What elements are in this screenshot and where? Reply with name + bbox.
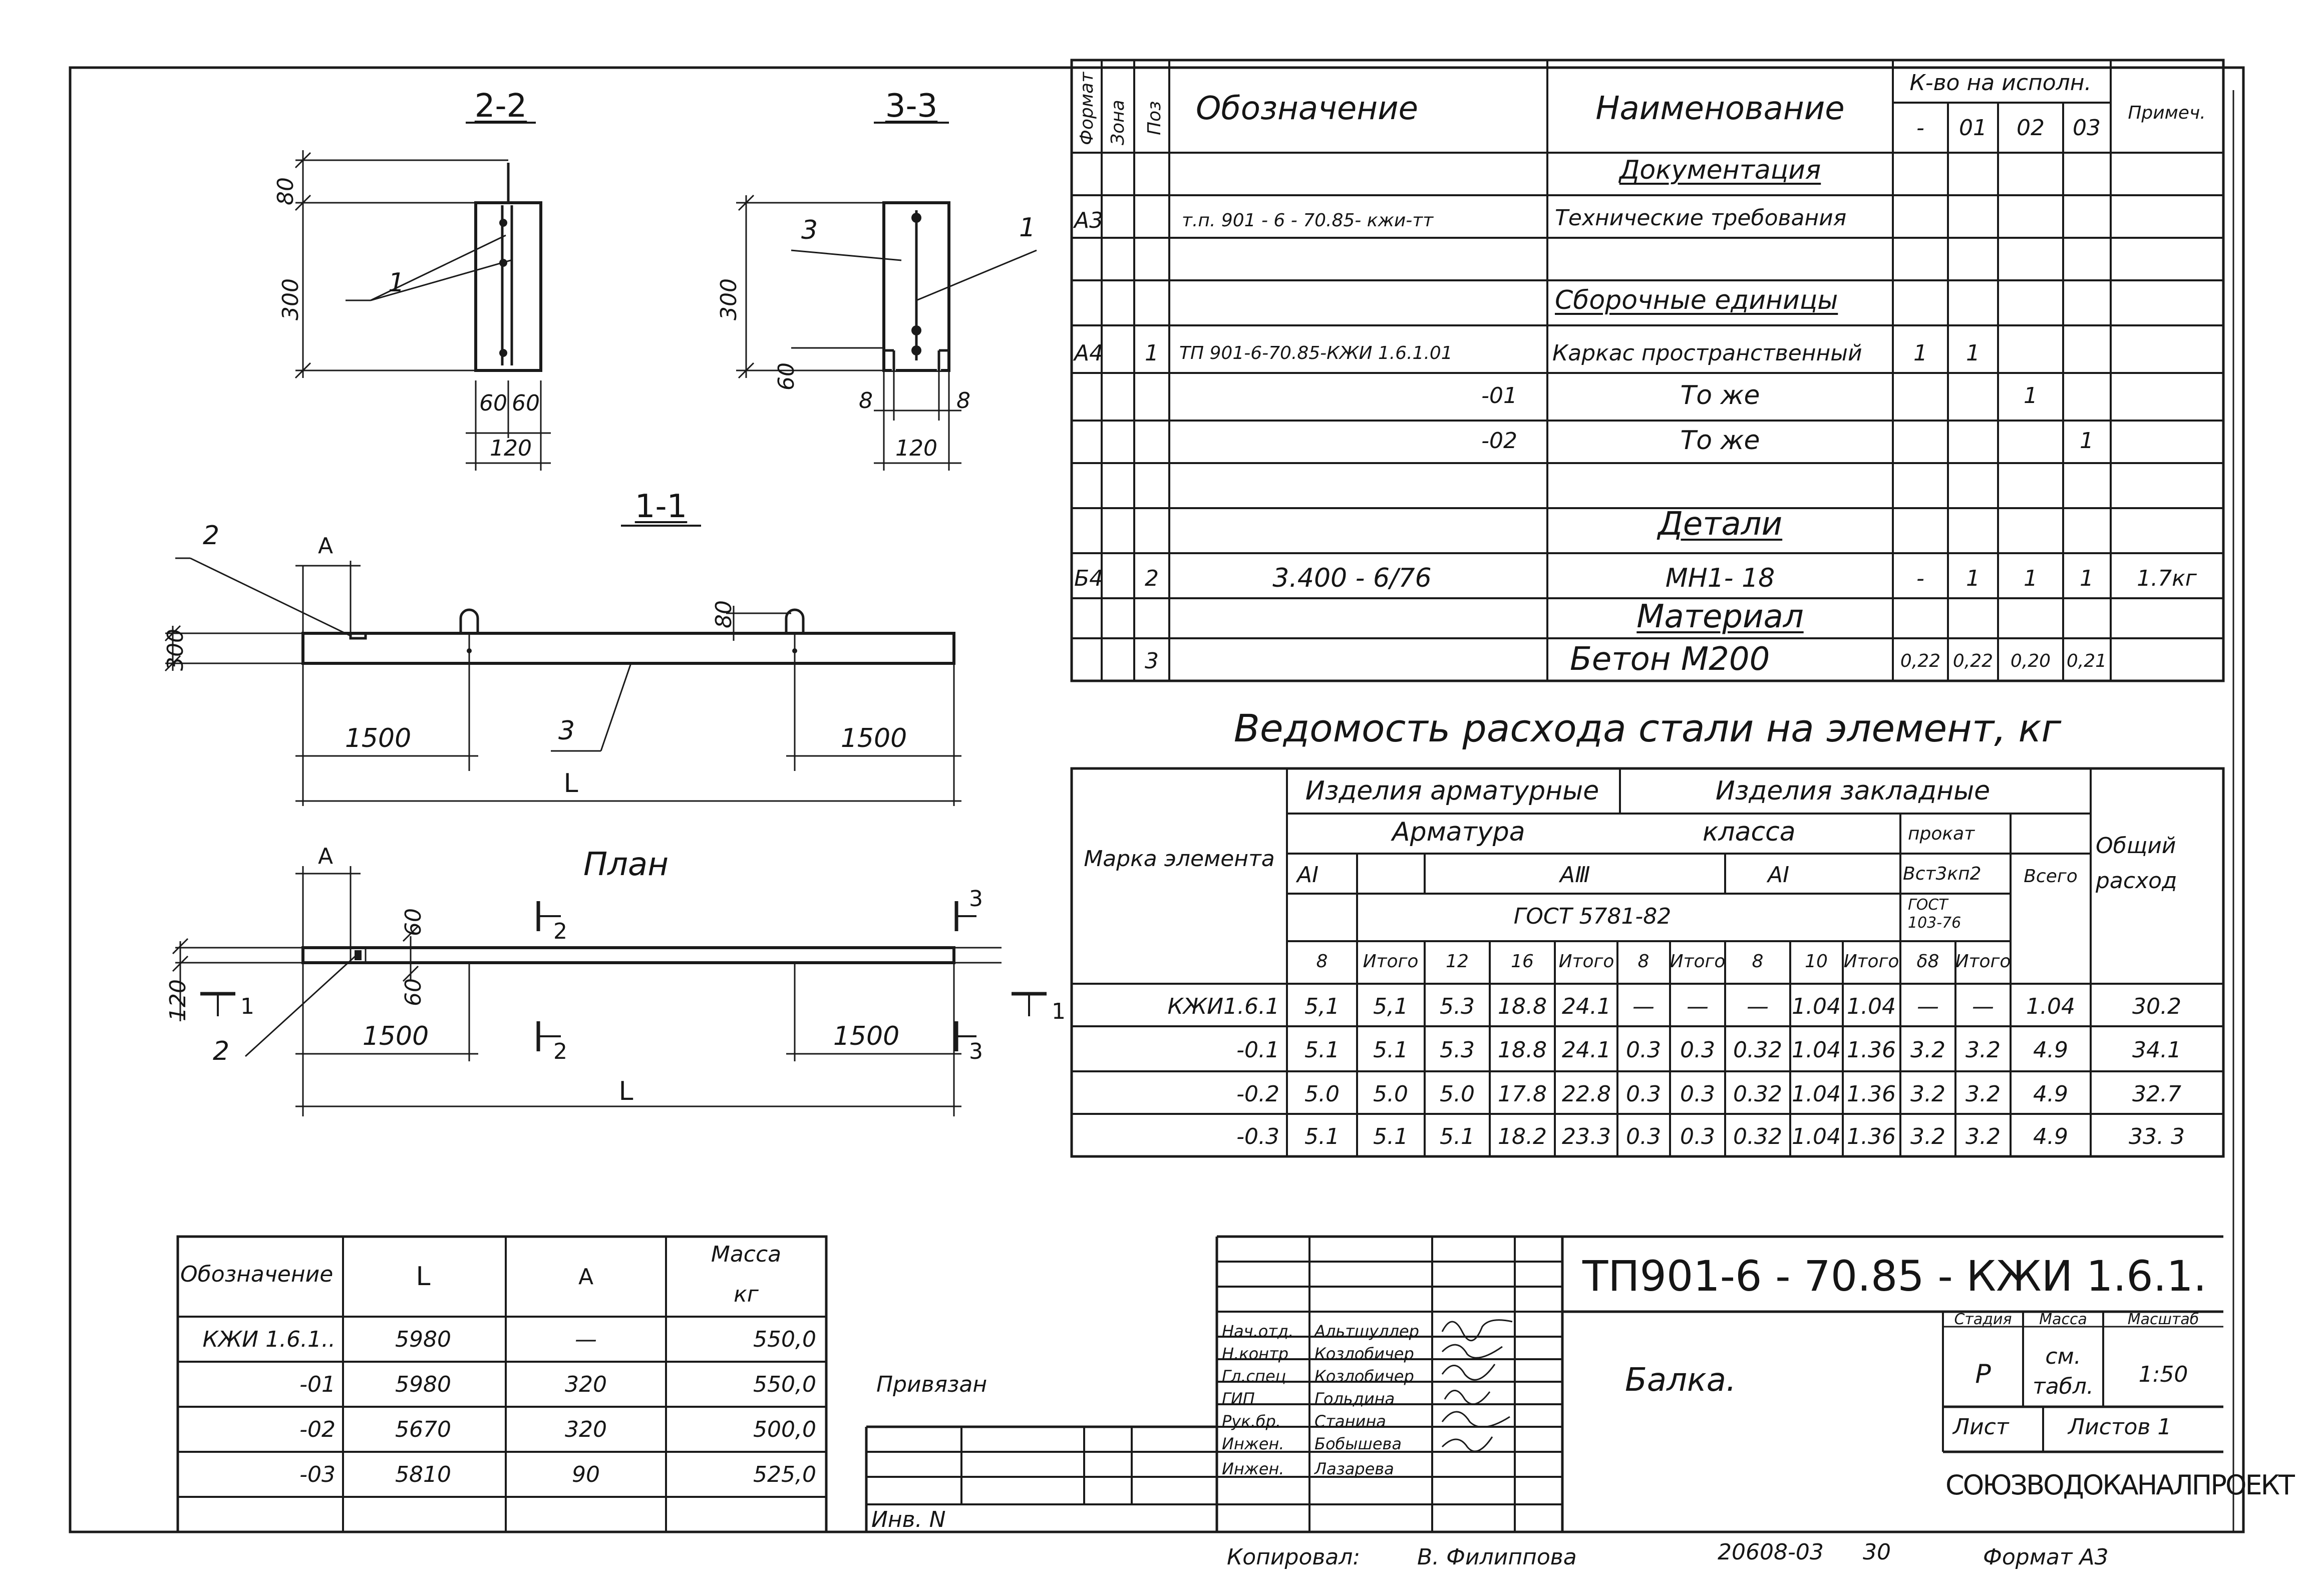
steel-cell: — — [1632, 994, 1655, 1019]
scale-header: Масштаб — [2127, 1311, 2199, 1328]
steel-cell: — — [1687, 994, 1709, 1019]
spec-row-name: То же — [1680, 426, 1760, 456]
dim-1500: 1500 — [345, 723, 412, 753]
mass-head-A: A — [578, 1264, 594, 1290]
inventory-label: Инв. N — [871, 1507, 946, 1532]
dim-A: A — [317, 844, 334, 869]
steel-cell: 5.3 — [1440, 1037, 1475, 1063]
steel-cell: 1.04 — [1792, 1081, 1841, 1107]
steel-cell: 3.2 — [1910, 1037, 1945, 1063]
mass-cell: 320 — [565, 1417, 607, 1442]
mass-cell: 500,0 — [753, 1417, 816, 1442]
stamp-role: Гл.спец — [1222, 1367, 1286, 1386]
dim-L: L — [618, 1076, 633, 1106]
steel-cell: 30.2 — [2132, 994, 2181, 1019]
section-1-1-title: 1-1 — [634, 488, 688, 525]
steel-cell: 3.2 — [1965, 1124, 2001, 1149]
dim-1500: 1500 — [833, 1021, 900, 1051]
steel-head-gost: ГОСТ 5781-82 — [1513, 904, 1672, 929]
spec-row-q2: 1 — [2024, 566, 2038, 591]
dim-60: 60 — [401, 978, 426, 1006]
spec-head-q3: 03 — [2073, 115, 2101, 141]
spec-row-q1: 1 — [1966, 340, 1980, 366]
cut-2-label: 2 — [553, 1039, 567, 1064]
steel-cell: 5.0 — [1304, 1081, 1340, 1107]
cut-3-label: 3 — [969, 886, 983, 912]
mass-row-designation: -01 — [299, 1372, 336, 1397]
stamp-person: Лазарева — [1314, 1459, 1394, 1478]
stamp-person: Альтшуллер — [1314, 1322, 1419, 1341]
steel-col-header: Итого — [1363, 951, 1419, 972]
cut-1-label: 1 — [1052, 999, 1066, 1024]
spec-head-qty: К-во на исполн. — [1909, 70, 2092, 96]
steel-head-total: Общий расход — [2096, 833, 2177, 894]
steel-cell: 1.04 — [2026, 994, 2075, 1019]
steel-cell: 5.0 — [1440, 1081, 1475, 1107]
steel-cell: 5.1 — [1373, 1037, 1408, 1063]
spec-row-name: Каркас пространственный — [1552, 340, 1862, 366]
steel-cell: 1.04 — [1792, 994, 1841, 1019]
spec-row-designation: -01 — [1481, 383, 1517, 409]
mass-row-designation: -03 — [299, 1462, 336, 1487]
steel-cell: 1.04 — [1847, 994, 1896, 1019]
steel-col-header: 12 — [1446, 951, 1469, 972]
spec-section-material: Материал — [1636, 598, 1804, 635]
spec-section-parts: Детали — [1658, 506, 1783, 543]
steel-cell: 3.2 — [1965, 1037, 2001, 1063]
spec-row-designation: 3.400 - 6/76 — [1272, 563, 1432, 593]
steel-cell: 34.1 — [2132, 1037, 2181, 1063]
scale-value: 1:50 — [2138, 1362, 2188, 1387]
section-3-3-drawing — [736, 123, 1037, 471]
dim-300: 300 — [716, 278, 742, 320]
spec-row-q3: 1 — [2080, 566, 2094, 591]
steel-col-header: Итого — [1955, 951, 2011, 972]
spec-head-note: Примеч. — [2128, 103, 2206, 123]
spec-section-assembly: Сборочные единицы — [1555, 285, 1838, 315]
sheet-label: Лист — [1953, 1414, 2009, 1440]
steel-col-header: 10 — [1805, 951, 1828, 972]
spec-row-designation: ТП 901-6-70.85-КЖИ 1.6.1.01 — [1179, 343, 1453, 363]
mass-cell: 5980 — [395, 1327, 451, 1352]
spec-row-designation: т.п. 901 - 6 - 70.85- кжи-тт — [1182, 210, 1434, 231]
steel-table-title: Ведомость расхода стали на элемент, кг — [1233, 706, 2062, 750]
mass-head-kg: кг — [734, 1282, 759, 1307]
cut-2-label: 2 — [553, 919, 567, 944]
spec-row-note: 1.7кг — [2137, 566, 2197, 591]
steel-cell: 5.1 — [1304, 1124, 1340, 1149]
stamp-role: Н.контр — [1222, 1344, 1289, 1363]
stamp-role: Нач.отд. — [1222, 1322, 1294, 1341]
steel-cell: 0.3 — [1680, 1081, 1715, 1107]
steel-cell: 5.1 — [1440, 1124, 1475, 1149]
dim-8: 8 — [956, 388, 970, 414]
steel-cell: 1.36 — [1847, 1124, 1896, 1149]
dim-A: A — [317, 533, 334, 559]
steel-row-mark: -0.1 — [1236, 1037, 1279, 1063]
spec-row-name: Технические требования — [1555, 205, 1847, 231]
steel-cell: 1.04 — [1792, 1037, 1841, 1063]
dim-80: 80 — [711, 600, 737, 628]
document-code: ТП901-6 - 70.85 - КЖИ 1.6.1. — [1582, 1252, 2207, 1301]
steel-head-arm: Изделия арматурные — [1305, 776, 1599, 806]
steel-col-header: Итого — [1558, 951, 1614, 972]
mass-cell: 320 — [565, 1372, 607, 1397]
steel-cell: 1.36 — [1847, 1037, 1896, 1063]
steel-row-mark: -0.2 — [1236, 1081, 1279, 1107]
steel-cell: 17.8 — [1498, 1081, 1547, 1107]
mass-head-designation: Обозначение — [180, 1262, 334, 1287]
sheet-number: 30 — [1863, 1539, 1891, 1565]
section-2-2-drawing — [295, 123, 551, 471]
mass-cell: 5810 — [395, 1462, 451, 1487]
spec-row-designation: -02 — [1481, 428, 1517, 454]
steel-cell: 24.1 — [1562, 994, 1611, 1019]
plan-title: План — [583, 846, 669, 883]
steel-cell: 1.36 — [1847, 1081, 1896, 1107]
mass-cell: 5670 — [395, 1417, 451, 1442]
stamp-person: Бобышева — [1314, 1434, 1402, 1453]
spec-row-q0: 0,22 — [1900, 651, 1941, 671]
spec-row-format: Б4 — [1074, 566, 1104, 591]
spec-head-q1: 01 — [1959, 115, 1987, 141]
spec-row-q0: 1 — [1913, 340, 1927, 366]
steel-head-AI: АI — [1768, 862, 1790, 888]
mass-cell: 550,0 — [753, 1372, 816, 1397]
steel-cell: 0.3 — [1680, 1124, 1715, 1149]
mass-row-designation: -02 — [299, 1417, 336, 1442]
steel-cell: 23.3 — [1562, 1124, 1611, 1149]
spec-row-q0: - — [1916, 566, 1924, 591]
format-label: Формат А3 — [1983, 1544, 2109, 1570]
steel-cell: — — [1917, 994, 1939, 1019]
dim-60: 60 — [479, 390, 507, 416]
stamp-role: Инжен. — [1222, 1459, 1284, 1478]
steel-cell: 5.0 — [1373, 1081, 1408, 1107]
spec-row-format: А4 — [1074, 340, 1104, 366]
steel-col-header: 8 — [1637, 951, 1650, 972]
copier-name: В. Филиппова — [1417, 1544, 1577, 1570]
position-2-label: 2 — [203, 521, 220, 551]
steel-head-mark: Марка элемента — [1084, 846, 1275, 872]
spec-row-q1: 0,22 — [1952, 651, 1994, 671]
steel-cell: 4.9 — [2033, 1037, 2068, 1063]
bound-label: Привязан — [876, 1372, 987, 1397]
steel-head-armat: Арматура — [1392, 817, 1525, 847]
dim-8: 8 — [859, 388, 873, 414]
spec-head-zone: Зона — [1108, 100, 1128, 145]
steel-col-header: Итого — [1670, 951, 1726, 972]
mass-cell: 90 — [572, 1462, 600, 1487]
steel-cell: 22.8 — [1562, 1081, 1611, 1107]
mass-value: см. табл. — [2033, 1344, 2094, 1399]
spec-row-name: Бетон М200 — [1570, 641, 1770, 678]
mass-cell: — — [575, 1327, 597, 1352]
spec-head-q2: 02 — [2017, 115, 2045, 141]
stage-header: Стадия — [1954, 1311, 2012, 1328]
spec-row-name: То же — [1680, 380, 1760, 411]
spec-head-format: Формат — [1077, 72, 1097, 145]
position-1-label: 1 — [1019, 213, 1036, 243]
position-1-label: 1 — [388, 268, 405, 298]
spec-table-grid — [1072, 60, 2223, 681]
steel-cell: — — [1972, 994, 1994, 1019]
mass-cell: 525,0 — [753, 1462, 816, 1487]
steel-col-header: 16 — [1511, 951, 1534, 972]
steel-head-emb: Изделия закладные — [1715, 776, 1991, 806]
spec-head-name: Наименование — [1595, 90, 1845, 127]
spec-head-designation: Обозначение — [1195, 90, 1419, 127]
stamp-role: Инжен. — [1222, 1434, 1284, 1453]
spec-row-q2: 0,20 — [2010, 651, 2051, 671]
mass-cell: 550,0 — [753, 1327, 816, 1352]
steel-cell: 5.1 — [1304, 1037, 1340, 1063]
steel-row-mark: -0.3 — [1236, 1124, 1279, 1149]
steel-cell: 0.3 — [1626, 1037, 1661, 1063]
dim-120: 120 — [490, 436, 532, 461]
steel-cell: 0.3 — [1626, 1124, 1661, 1149]
steel-cell: 5.3 — [1440, 994, 1475, 1019]
cut-3-label: 3 — [969, 1039, 983, 1064]
position-3-label: 3 — [801, 215, 818, 245]
steel-cell: 3.2 — [1965, 1081, 2001, 1107]
dim-60: 60 — [512, 390, 540, 416]
steel-cell: 32.7 — [2132, 1081, 2181, 1107]
spec-row-q3: 1 — [2080, 428, 2094, 454]
steel-head-AI: АI — [1297, 862, 1319, 888]
steel-cell: 5,1 — [1304, 994, 1340, 1019]
stamp-person: Козлобичер — [1314, 1367, 1414, 1386]
dim-120: 120 — [165, 979, 191, 1021]
spec-row-pos: 2 — [1145, 566, 1159, 591]
mass-header: Масса — [2039, 1311, 2087, 1328]
stage-value: Р — [1975, 1359, 1991, 1389]
steel-cell: — — [1747, 994, 1769, 1019]
steel-cell: 24.1 — [1562, 1037, 1611, 1063]
stamp-person: Козлобичер — [1314, 1344, 1414, 1363]
steel-head-class: класса — [1703, 817, 1796, 847]
dim-1500: 1500 — [362, 1021, 429, 1051]
steel-cell: 5,1 — [1373, 994, 1408, 1019]
copied-label: Копировал: — [1227, 1544, 1361, 1570]
steel-cell: 18.8 — [1498, 1037, 1547, 1063]
spec-row-pos: 3 — [1145, 648, 1159, 674]
stamp-person: Станина — [1314, 1412, 1386, 1431]
spec-row-pos: 1 — [1145, 340, 1159, 366]
dim-120: 120 — [895, 436, 937, 461]
steel-cell: 4.9 — [2033, 1081, 2068, 1107]
spec-head-pos: Поз — [1144, 101, 1165, 135]
stamp-role: Рук.бр. — [1222, 1412, 1281, 1431]
sheets-label: Листов 1 — [2068, 1414, 2172, 1440]
spec-row-name: МН1- 18 — [1665, 563, 1775, 593]
dim-60: 60 — [774, 362, 799, 390]
stamp-role: ГИП — [1222, 1389, 1255, 1408]
section-3-3-title: 3-3 — [885, 88, 938, 125]
steel-head-all: Всего — [2024, 866, 2078, 887]
steel-col-header: Итого — [1843, 951, 1899, 972]
dim-300: 300 — [278, 278, 303, 320]
spec-row-q3: 0,21 — [2066, 651, 2107, 671]
spec-row-q1: 1 — [1966, 566, 1980, 591]
steel-cell: 0.3 — [1626, 1081, 1661, 1107]
steel-cell: 18.2 — [1498, 1124, 1547, 1149]
steel-row-mark: КЖИ1.6.1 — [1167, 994, 1279, 1019]
steel-head-AIII: АⅢ — [1560, 862, 1590, 888]
cut-1-label: 1 — [240, 994, 254, 1019]
mass-row-designation: КЖИ 1.6.1.. — [202, 1327, 336, 1352]
steel-cell: 0.3 — [1680, 1037, 1715, 1063]
dim-300: 300 — [163, 629, 188, 671]
steel-col-header: 8 — [1316, 951, 1328, 972]
dim-1500: 1500 — [840, 723, 907, 753]
steel-cell: 4.9 — [2033, 1124, 2068, 1149]
steel-cell: 5.1 — [1373, 1124, 1408, 1149]
position-3-label: 3 — [558, 716, 575, 746]
order-number: 20608-03 — [1718, 1539, 1824, 1565]
steel-cell: 3.2 — [1910, 1124, 1945, 1149]
organization-name: СОЮЗВОДОКАНАЛПРОЕКТ — [1945, 1469, 2293, 1501]
steel-col-header: δ8 — [1916, 951, 1939, 972]
steel-head-prokat: прокат — [1908, 824, 1975, 844]
plan-drawing — [173, 866, 1047, 1116]
steel-head-bst: Вст3кп2 — [1903, 864, 1982, 884]
stamp-person: Гольдина — [1314, 1389, 1395, 1408]
steel-cell: 33. 3 — [2129, 1124, 2185, 1149]
mass-head-mass: Масса — [711, 1242, 782, 1267]
mass-head-L: L — [416, 1262, 431, 1292]
steel-cell: 3.2 — [1910, 1081, 1945, 1107]
steel-cell: 18.8 — [1498, 994, 1547, 1019]
steel-cell: 0.32 — [1733, 1081, 1782, 1107]
spec-row-q2: 1 — [2024, 383, 2038, 409]
mass-cell: 5980 — [395, 1372, 451, 1397]
steel-col-header: 8 — [1752, 951, 1764, 972]
steel-head-gost: ГОСТ 103-76 — [1908, 896, 1961, 932]
steel-cell: 0.32 — [1733, 1124, 1782, 1149]
document-title: Балка. — [1625, 1362, 1737, 1399]
dim-80: 80 — [273, 177, 298, 205]
steel-cell: 0.32 — [1733, 1037, 1782, 1063]
spec-section-docs: Документация — [1619, 155, 1821, 185]
steel-cell: 1.04 — [1792, 1124, 1841, 1149]
spec-head-q0: - — [1916, 115, 1924, 141]
spec-row-format: А3 — [1074, 208, 1104, 233]
dim-60: 60 — [401, 908, 426, 936]
position-2-label: 2 — [213, 1036, 230, 1066]
section-1-1-drawing — [165, 526, 961, 806]
dim-L: L — [563, 768, 578, 799]
section-2-2-title: 2-2 — [474, 88, 527, 125]
